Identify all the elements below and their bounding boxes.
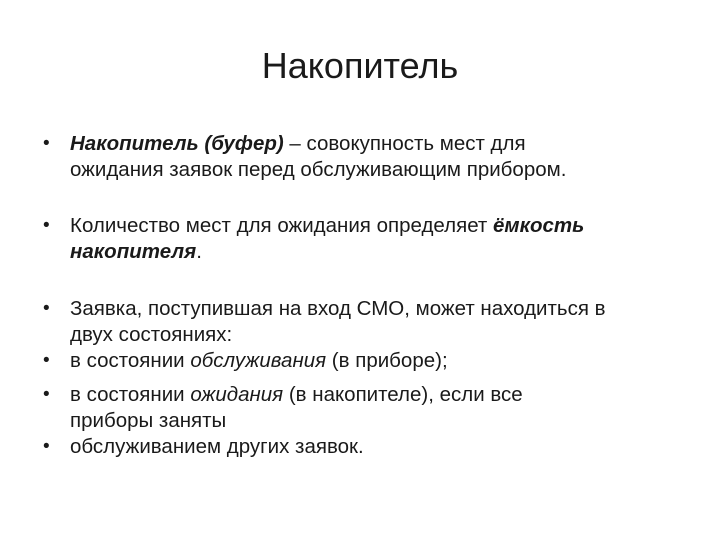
bullet-marker: • (43, 436, 50, 457)
definition-line1: совокупность мест для (306, 132, 526, 155)
bullet-text (70, 348, 680, 374)
states-line2: двух состояниях: (70, 323, 233, 346)
service-suffix: (в приборе); (326, 349, 448, 372)
bullet-text (70, 131, 680, 183)
capacity-term: ёмкость (493, 214, 585, 237)
bullet-marker: • (43, 298, 50, 319)
bullet-marker: • (43, 350, 50, 371)
service-term: обслуживания (190, 349, 327, 372)
states-line1: Заявка, поступившая на вход СМО, может находиться в (70, 297, 606, 320)
waiting-line2: приборы заняты (70, 409, 227, 432)
other-requests-text: обслуживанием других заявок. (70, 435, 364, 458)
service-prefix: в состоянии (70, 349, 191, 372)
bullet-text (70, 434, 680, 460)
capacity-term-2: накопителя (70, 240, 197, 263)
bullet-marker: • (43, 133, 50, 154)
bullet-text (70, 213, 680, 265)
bullet-marker: • (43, 384, 50, 405)
capacity-period: . (196, 240, 202, 263)
bullet-marker: • (43, 215, 50, 236)
term-buffer: Накопитель (буфер) (70, 132, 284, 155)
slide-title: Накопитель (261, 45, 459, 86)
waiting-prefix: в состоянии (70, 383, 191, 406)
waiting-suffix: (в накопителе), если все (283, 383, 523, 406)
waiting-term: ожидания (190, 383, 284, 406)
bullet-text (70, 296, 680, 348)
definition-line2: ожидания заявок перед обслуживающим прибором. (70, 158, 567, 181)
bullet-text (70, 382, 680, 434)
capacity-text: Количество мест для ожидания определяет (70, 214, 494, 237)
term-dash: – (283, 132, 307, 155)
